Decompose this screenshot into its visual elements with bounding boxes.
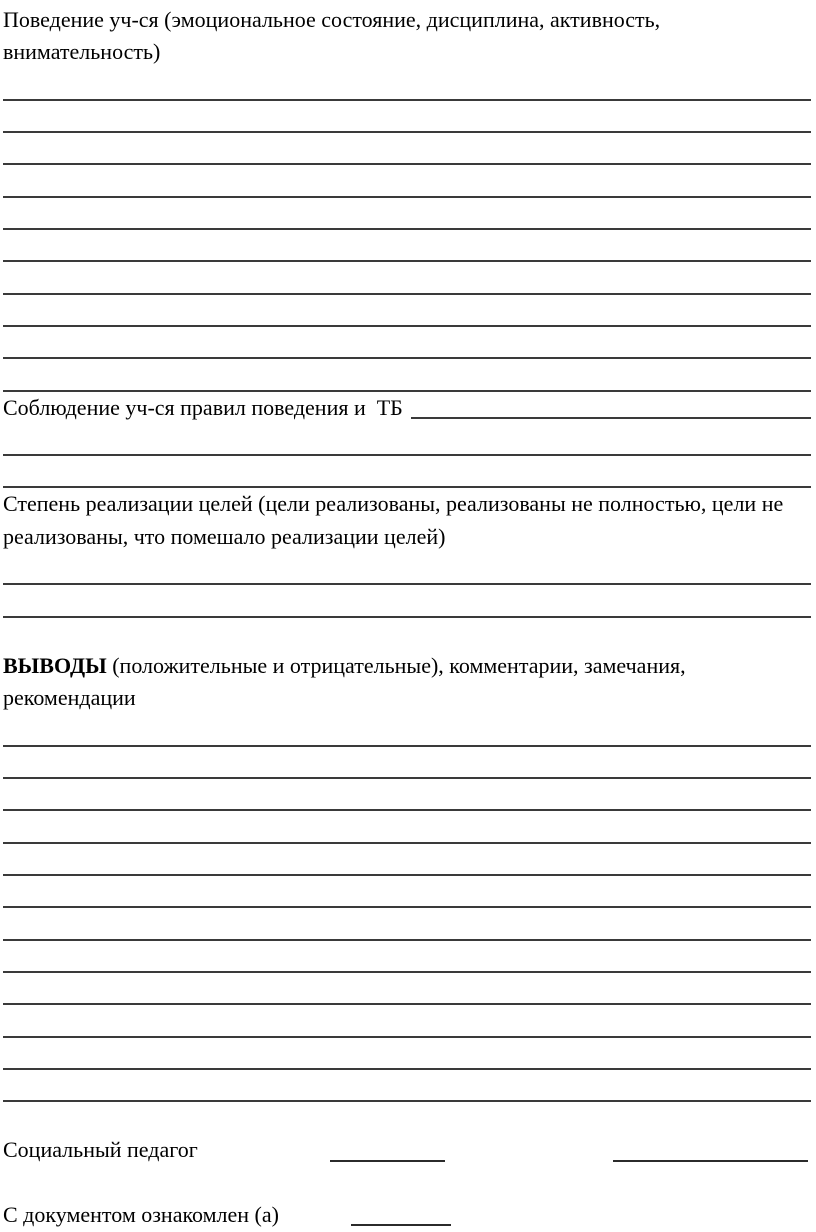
conduct-tb-writing-lines xyxy=(3,424,811,489)
blank-writing-line xyxy=(3,165,811,197)
section-conduct-tb xyxy=(3,392,811,489)
blank-writing-line xyxy=(3,424,811,456)
blank-writing-line xyxy=(3,295,811,327)
acknowledgement-label: С документом ознакомлен (а) xyxy=(3,1201,279,1227)
section-gap xyxy=(3,1167,811,1199)
blank-writing-line xyxy=(3,553,811,585)
social-pedagogue-label: Социальный педагог xyxy=(3,1137,198,1163)
conclusions-writing-lines xyxy=(3,715,811,1103)
blank-writing-line xyxy=(3,941,811,973)
blank-writing-line xyxy=(3,844,811,876)
conduct-tb-label: Соблюдение уч-ся правил поведения и ТБ xyxy=(3,394,403,420)
blank-writing-line xyxy=(3,1070,811,1102)
conduct-tb-row xyxy=(3,392,811,424)
goals-heading: Степень реализации целей (цели реализованы, реализованы не полностью, цели не реализованы, что помешало реализации целей) xyxy=(3,491,784,549)
goals-writing-lines xyxy=(3,553,811,618)
blank-writing-line xyxy=(3,747,811,779)
blank-writing-line xyxy=(3,101,811,133)
section-conclusions xyxy=(3,650,811,1102)
blank-writing-line xyxy=(3,327,811,359)
blank-writing-line xyxy=(3,779,811,811)
blank-writing-line xyxy=(3,715,811,747)
conclusions-heading-rest: (положительные и отрицательные), комментарии, замечания, рекомендации xyxy=(3,652,686,711)
behavior-writing-lines xyxy=(3,69,811,392)
blank-writing-line xyxy=(3,262,811,294)
blank-writing-line xyxy=(3,69,811,101)
blank-writing-line xyxy=(3,456,811,488)
blank-writing-line xyxy=(3,1038,811,1070)
blank-writing-line xyxy=(3,198,811,230)
blank-writing-line xyxy=(3,876,811,908)
behavior-heading: Поведение уч-ся (эмоциональное состояние, дисциплина, активность, внимательность) xyxy=(3,7,661,65)
blank-writing-line xyxy=(3,585,811,617)
blank-writing-line xyxy=(3,1005,811,1037)
social-pedagogue-name-blank-line xyxy=(613,1160,808,1162)
conclusions-heading xyxy=(3,650,811,715)
section-goals xyxy=(3,488,811,617)
blank-writing-line xyxy=(3,811,811,843)
conduct-tb-inline-blank-line xyxy=(411,417,811,419)
blank-writing-line xyxy=(3,133,811,165)
blank-writing-line xyxy=(3,973,811,1005)
section-gap xyxy=(3,1102,811,1134)
acknowledgement-signature-blank-line xyxy=(351,1224,451,1226)
blank-writing-line xyxy=(3,359,811,391)
social-pedagogue-signature-blank-line xyxy=(330,1160,445,1162)
section-behavior xyxy=(3,4,811,392)
signature-row-acknowledgement xyxy=(3,1199,811,1231)
blank-writing-line xyxy=(3,230,811,262)
signature-row-social-pedagogue xyxy=(3,1134,811,1166)
conclusions-heading-bold-word: ВЫВОДЫ xyxy=(3,652,107,678)
blank-writing-line xyxy=(3,908,811,940)
section-gap xyxy=(3,618,811,650)
